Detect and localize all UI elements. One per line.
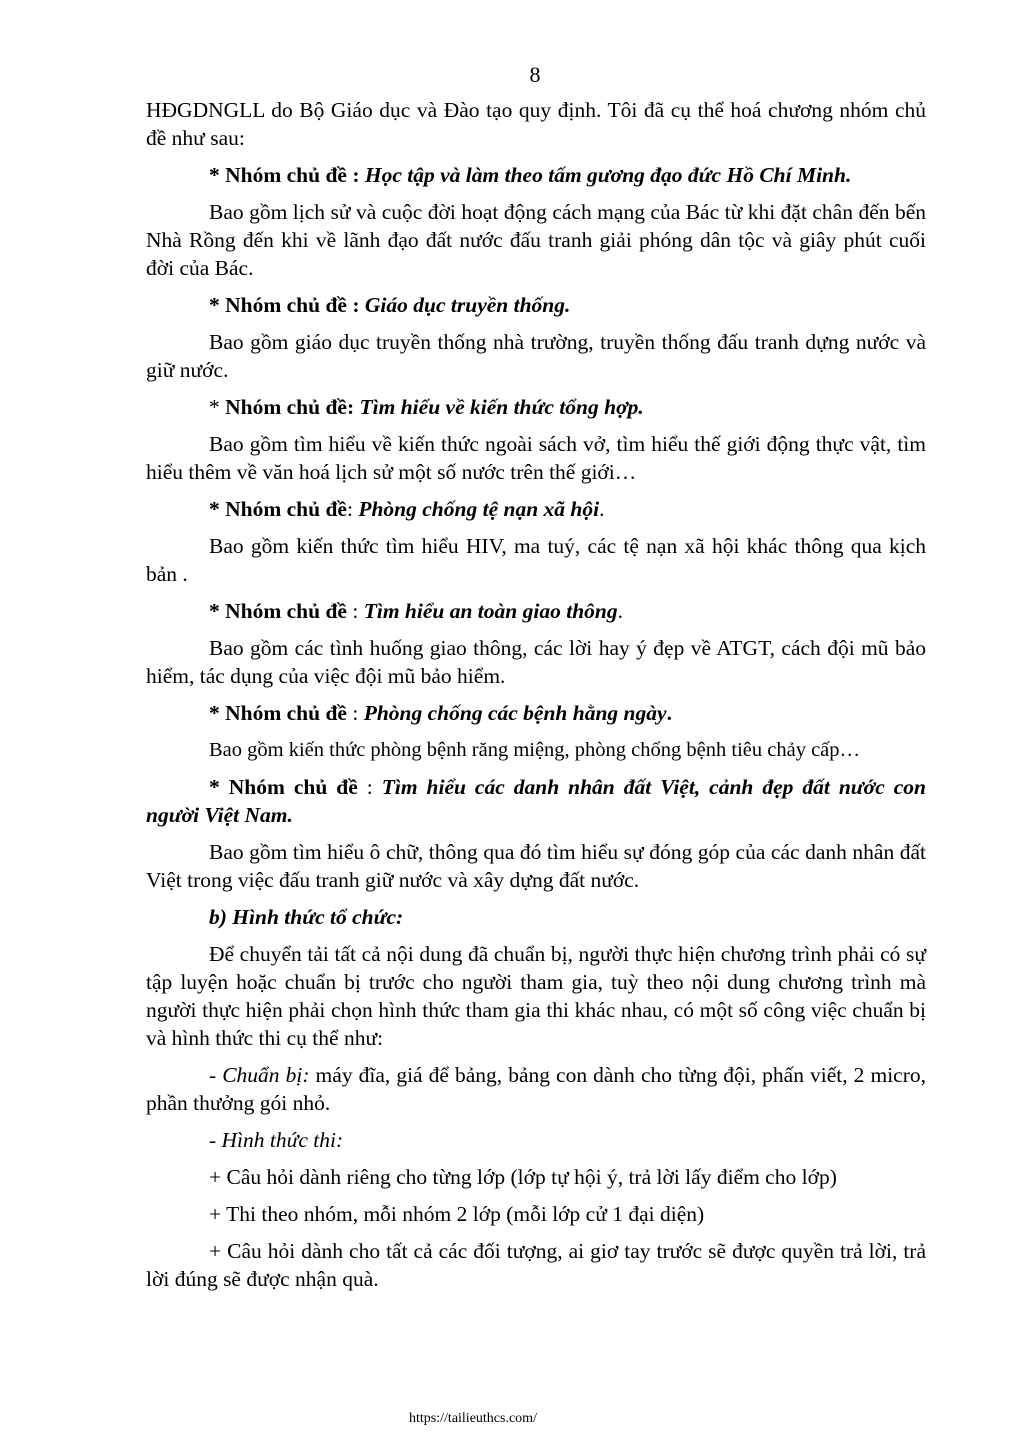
topic-name: Tìm hiểu các danh nhân đất Việt, cảnh đẹp đất nước con người Việt Nam.	[146, 775, 926, 827]
topic-separator: :	[346, 599, 364, 623]
topic-description: Bao gồm các tình huống giao thông, các lời hay ý đẹp về ATGT, cách đội mũ bảo hiểm, tác dụng của việc đội mũ bảo hiểm.	[146, 636, 926, 688]
topic-heading	[146, 495, 926, 523]
topic-prefix: * Nhóm chủ đề :	[209, 163, 365, 187]
topic-heading	[146, 773, 926, 829]
topic-description: Bao gồm kiến thức phòng bệnh răng miệng, phòng chống bệnh tiêu chảy cấp…	[209, 739, 861, 761]
form-item: + Câu hỏi dành riêng cho từng lớp (lớp tự hội ý, trả lời lấy điểm cho lớp)	[209, 1165, 837, 1189]
preparation-paragraph	[146, 1061, 926, 1117]
topic-separator: :	[357, 775, 382, 799]
section-heading: b) Hình thức tổ chức:	[209, 905, 404, 929]
topic-description: Bao gồm tìm hiểu về kiến thức ngoài sách vở, tìm hiểu thế giới động thực vật, tìm hiểu thêm về văn hoá lịch sử một số nước trên thế giới…	[146, 432, 926, 484]
section-body: Để chuyển tải tất cả nội dung đã chuẩn bị, người thực hiện chương trình phải có sự tập luyện hoặc chuẩn bị trước cho người tham gia, tuỳ theo nội dung chương trình mà người thực hiện phải chọn hình thức tham gia thi khác nhau, có một số công việc chuẩn bị và hình thức thi cụ thể như:	[146, 942, 926, 1050]
topic-name: Tìm hiểu an toàn giao thông	[363, 599, 618, 623]
topic-heading	[146, 699, 926, 727]
topic-prefix: * Nhóm chủ đề	[209, 701, 347, 725]
topic-prefix: Nhóm chủ đề:	[225, 395, 360, 419]
topic-description: Bao gồm tìm hiểu ô chữ, thông qua đó tìm hiểu sự đóng góp của các danh nhân đất Việt trong việc đấu tranh giữ nước và xây dựng đất nước.	[146, 840, 926, 892]
topic-suffix: .	[617, 599, 623, 623]
topic-separator: :	[346, 497, 359, 521]
form-label: - Hình thức thi:	[209, 1128, 344, 1152]
preparation-label: - Chuẩn bị:	[209, 1063, 310, 1087]
topic-description: Bao gồm lịch sử và cuộc đời hoạt động cách mạng của Bác từ khi đặt chân đến bến Nhà Rồng đến khi về lãnh đạo đất nước đấu tranh giải phóng dân tộc và giây phút cuối đời của Bác.	[146, 200, 926, 280]
topic-separator: :	[346, 701, 364, 725]
topic-heading	[146, 161, 926, 189]
topic-heading	[146, 597, 926, 625]
topic-name: Phòng chống tệ nạn xã hội	[358, 497, 600, 521]
topic-prefix: * Nhóm chủ đề	[209, 599, 347, 623]
topic-heading	[146, 291, 926, 319]
topic-prefix: * Nhóm chủ đề	[209, 497, 347, 521]
footer-url: https://tailieuthcs.com/	[409, 1411, 537, 1426]
topic-description: Bao gồm kiến thức tìm hiểu HIV, ma tuý, các tệ nạn xã hội khác thông qua kịch bản .	[146, 534, 926, 586]
form-item: + Câu hỏi dành cho tất cả các đối tượng, ai giơ tay trước sẽ được quyền trả lời, trả lời đúng sẽ được nhận quà.	[146, 1239, 926, 1291]
topic-description: Bao gồm giáo dục truyền thống nhà trường, truyền thống đấu tranh dựng nước và giữ nước.	[146, 330, 926, 382]
topic-suffix: .	[599, 497, 605, 521]
topic-heading	[146, 393, 926, 421]
topic-name: Giáo dục truyền thống.	[364, 293, 571, 317]
page-content	[146, 96, 926, 1302]
topic-name: Phòng chống các bệnh hằng ngày	[363, 701, 667, 725]
topic-name: Tìm hiểu về kiến thức tổng hợp.	[359, 395, 644, 419]
topic-prefix-plain: *	[209, 395, 226, 419]
intro-paragraph: HĐGDNGLL do Bộ Giáo dục và Đào tạo quy định. Tôi đã cụ thể hoá chương nhóm chủ đề như sau:	[146, 98, 926, 150]
topic-name: Học tập và làm theo tấm gương đạo đức Hồ Chí Minh.	[364, 163, 852, 187]
page-number: 8	[529, 62, 541, 87]
form-item: + Thi theo nhóm, mỗi nhóm 2 lớp (mỗi lớp cử 1 đại diện)	[209, 1202, 705, 1226]
topic-suffix: .	[666, 701, 672, 725]
topic-prefix: * Nhóm chủ đề	[209, 775, 358, 799]
topic-prefix: * Nhóm chủ đề :	[209, 293, 365, 317]
preparation-text: máy đĩa, giá để bảng, bảng con dành cho từng đội, phấn viết, 2 micro, phần thưởng gói nhỏ.	[146, 1063, 926, 1115]
